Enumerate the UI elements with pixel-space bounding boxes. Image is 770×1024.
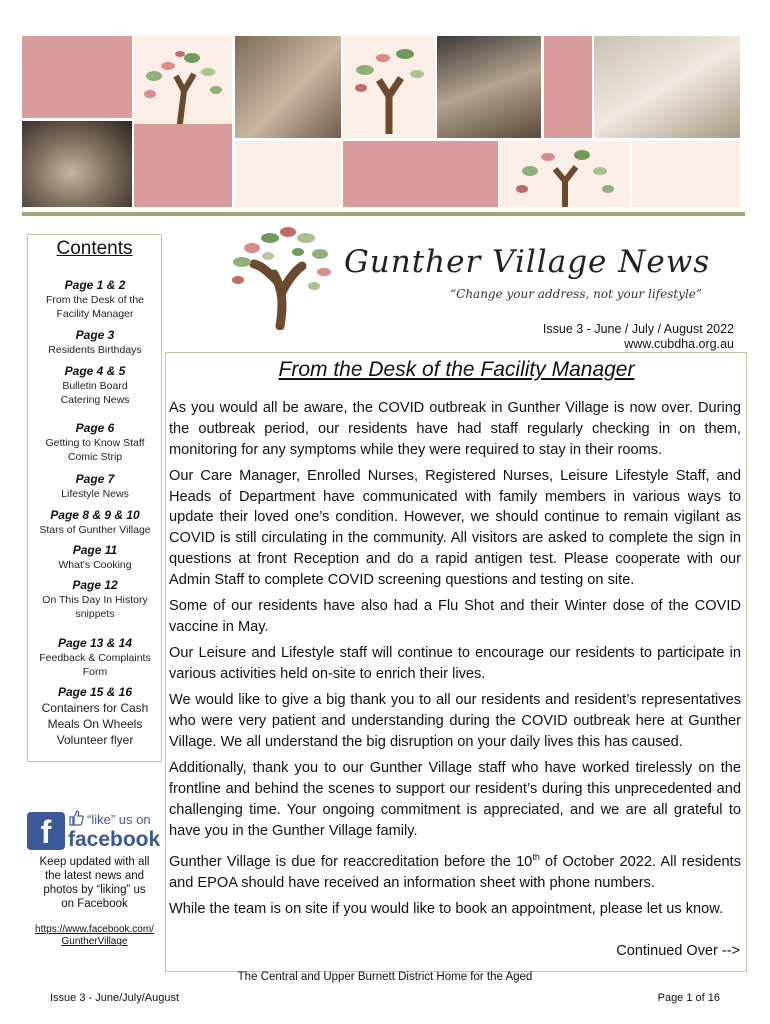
toc-entry [24,328,166,357]
facebook-wordmark: facebook [68,828,161,851]
facebook-like-text: “like” us on [87,812,151,827]
article-paragraph: We would like to give a big thank you to all our residents and resident’s representatives who were very patient and understanding during the COVID outbreak here at Gunther Village. We all understand the big disruption on your daily lives this has caused. [169,692,741,750]
toc-desc: Catering News [60,394,130,406]
article-title: From the Desk of the Facility Manager [278,358,635,381]
tree-icon [134,36,232,138]
contents-title: Contents [56,238,133,259]
paragraph-text: Gunther Village is due for reaccreditation before the 10 [169,853,533,870]
tree-tile [343,36,435,138]
toc-entry [24,421,166,464]
photo-hands [22,121,132,207]
toc-desc: Comic Strip [67,451,123,463]
toc-entry [24,364,166,407]
toc-page: Page 12 [72,578,118,592]
issue-info [543,322,734,352]
toc-entry [24,685,166,748]
footer-organization: The Central and Upper Burnett District Home for the Aged [237,971,533,983]
toc-desc: From the Desk of the [45,294,145,306]
article-paragraph: As you would all be aware, the COVID outbreak in Gunther Village is now over. During the outbreak period, our residents have had staff regularly checking in on them, monitoring for any symptoms while they were required to stay in their rooms. [169,400,741,458]
facebook-message-line: on Facebook [61,898,128,910]
tree-icon [343,36,435,138]
article-paragraph: Our Leisure and Lifestyle staff will continue to encourage our residents to participate in various activities held on-site to enrich their lives. [169,645,741,683]
toc-desc: Residents Birthdays [48,344,142,356]
facebook-link[interactable] [27,924,162,948]
footer-issue: Issue 3 - June/July/August [50,992,180,1004]
article-paragraph [169,847,741,893]
tree-icon [500,141,630,207]
toc-desc: Feedback & Complaints [39,652,151,664]
toc-desc: Getting to Know Staff [45,437,145,449]
issue-line: Issue 3 - June / July / August 2022 [542,322,734,336]
toc-page: Page 7 [75,472,115,486]
newsletter-title: Gunther Village News [344,244,711,280]
toc-desc: Form [82,666,108,678]
facebook-message-line: the latest news and [44,870,145,882]
pink-tile [544,36,592,138]
footer-page-number: Page 1 of 16 [657,992,720,1004]
toc-page: Page 1 & 2 [64,278,126,292]
toc-page: Page 8 & 9 & 10 [50,508,140,522]
toc-desc: Facility Manager [56,308,134,320]
article-paragraph: Additionally, thank you to our Gunther Village staff who have worked tirelessly on the frontline and behind the scenes to support our resident’s during this unprecedented and challenging time. Your ongoing commitment is appreciated, and we are all grateful to have you in the Gunther Village family. [169,760,741,839]
pink-tile [343,141,498,207]
article-body [169,398,741,925]
toc-desc: Bulletin Board [62,380,128,392]
toc-page: Page 15 & 16 [57,685,133,699]
toc-entry [24,508,166,537]
photo-residents [235,36,341,138]
toc-page: Page 3 [75,328,115,342]
facebook-message-line: photos by “liking” us [43,884,146,896]
facebook-message [27,855,162,911]
paragraph-text: of October 2022. All residents and EPOA should have received an information sheet with phone numbers. [169,853,741,891]
toc-entry [24,578,166,621]
toc-desc: Meals On Wheels [47,717,143,731]
toc-desc: Containers for Cash [41,701,149,715]
toc-desc: snippets [75,608,115,620]
toc-desc: Lifestyle News [61,488,129,500]
continued-link[interactable]: Continued Over --> [616,943,740,959]
toc-desc: What's Cooking [58,559,132,571]
pink-tile [134,124,232,207]
toc-entry [24,636,166,679]
toc-desc: Volunteer flyer [56,733,134,747]
toc-page: Page 11 [72,543,118,557]
article-paragraph: Our Care Manager, Enrolled Nurses, Registered Nurses, Leisure Lifestyle Staff, and Heads of Department have communicated with family members in various ways to update their loved one’s condition. However, we should continue to remain vigilant as COVID is still circulating in the community. All visitors are asked to complete the sign in questions at front Reception and do a rapid antigen test. Please cooperate with our Admin Staff to complete COVID screening questions and testing on site. [169,467,741,588]
toc-entry [24,543,166,572]
facebook-link-line[interactable]: GuntherVillage [61,936,128,947]
toc-page: Page 4 & 5 [64,364,126,378]
facebook-logo-icon: f [27,812,65,850]
cream-tile [235,141,341,207]
toc-entry [24,472,166,501]
facebook-message-line: Keep updated with all [39,856,150,868]
ordinal-suffix: th [532,851,540,862]
article-paragraph: Some of our residents have also had a Flu Shot and their Winter dose of the COVID vaccine in May. [169,598,741,635]
article-paragraph: While the team is on site if you would like to book an appointment, please let us know. [169,900,724,917]
facebook-link-line[interactable]: https://www.facebook.com/ [35,924,154,935]
pink-tile [22,36,132,118]
photo-kitchen [594,36,740,138]
cream-tile [632,141,740,207]
toc-desc: On This Day In History [42,594,148,606]
thumbs-up-icon [68,810,84,826]
header-rule [22,212,745,216]
toc-entry [24,278,166,321]
website-link[interactable]: www.cubdha.org.au [624,337,734,351]
toc-page: Page 6 [75,421,115,435]
toc-desc: Stars of Gunther Village [39,524,151,536]
tree-tile [500,141,630,207]
newsletter-tagline: “Change your address, not your lifestyle” [450,287,703,301]
photo-gardening [437,36,541,138]
tree-logo-icon [228,222,338,330]
masthead-logo [228,222,338,330]
tree-tile [134,36,232,138]
facebook-badge[interactable] [27,808,162,850]
toc-page: Page 13 & 14 [57,636,133,650]
